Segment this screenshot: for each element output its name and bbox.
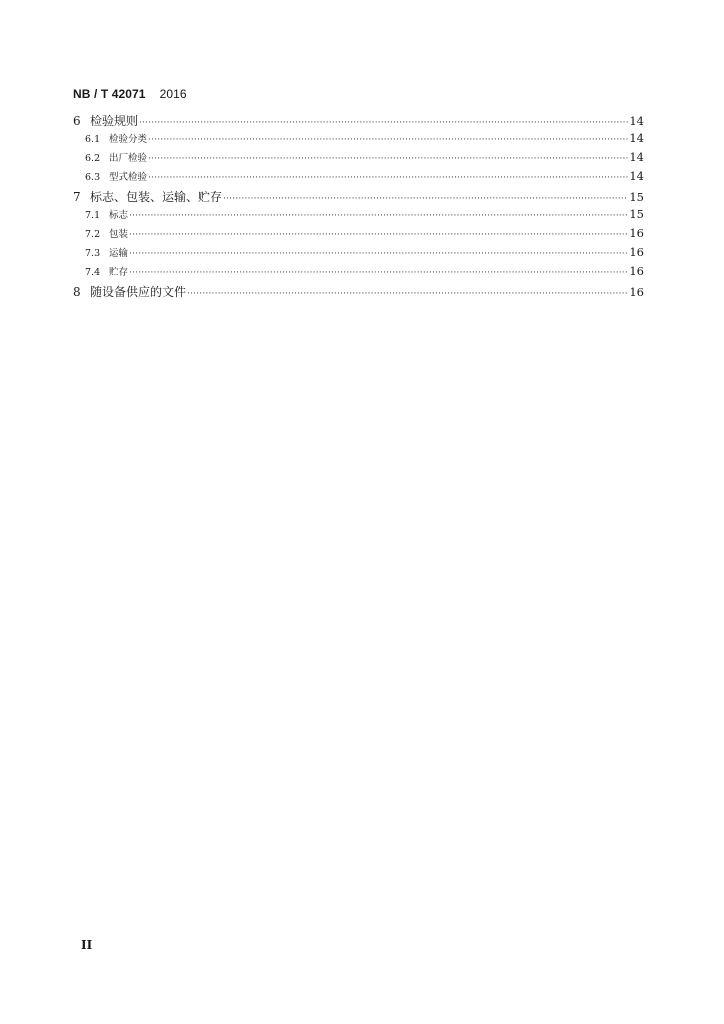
page-number: II — [81, 938, 93, 952]
table-of-contents — [73, 112, 644, 302]
toc-entry-page: 14 — [629, 150, 644, 164]
toc-entry-title: 标志 — [109, 210, 129, 221]
toc-entry-page: 16 — [629, 245, 644, 259]
toc-entry[interactable] — [73, 112, 644, 131]
toc-entry-page: 14 — [629, 169, 644, 183]
toc-entry-page: 16 — [629, 264, 644, 278]
toc-entry-page: 16 — [629, 226, 644, 240]
toc-dot-leader — [139, 118, 628, 128]
toc-entry[interactable] — [73, 150, 644, 169]
toc-entry-number: 6 — [73, 114, 81, 128]
toc-entry-page: 14 — [629, 131, 644, 145]
toc-entry-title: 标志、包装、运输、贮存 — [90, 190, 223, 204]
toc-entry[interactable] — [73, 245, 644, 264]
toc-entry-page: 14 — [629, 114, 644, 128]
toc-entry-number: 7 — [73, 190, 81, 204]
toc-entry-number: 7.3 — [85, 248, 101, 259]
toc-entry-number: 7.1 — [85, 210, 101, 221]
toc-entry-title: 型式检验 — [109, 172, 148, 183]
toc-dot-leader — [129, 249, 628, 259]
standard-year: 2016 — [159, 87, 187, 101]
toc-entry-number: 6.1 — [85, 134, 101, 145]
toc-dot-leader — [148, 135, 628, 145]
toc-entry-title: 随设备供应的文件 — [90, 285, 187, 299]
toc-entry-title: 包装 — [109, 229, 129, 240]
toc-entry-title: 贮存 — [109, 267, 129, 278]
toc-entry-title: 检验分类 — [109, 134, 148, 145]
toc-dot-leader — [129, 268, 628, 278]
toc-dot-leader — [129, 211, 628, 221]
toc-entry[interactable] — [73, 226, 644, 245]
toc-entry[interactable] — [73, 188, 644, 207]
toc-entry-number: 6.2 — [85, 153, 101, 164]
toc-entry-number: 7.4 — [85, 267, 101, 278]
toc-dot-leader — [148, 154, 628, 164]
toc-entry-number: 6.3 — [85, 172, 101, 183]
toc-entry-number: 8 — [73, 285, 81, 299]
toc-entry-title: 运输 — [109, 248, 129, 259]
toc-entry-page: 15 — [629, 207, 644, 221]
toc-entry-page: 15 — [629, 190, 644, 204]
toc-dot-leader — [148, 173, 628, 183]
toc-entry-title: 检验规则 — [90, 114, 139, 128]
toc-entry-page: 16 — [629, 285, 644, 299]
toc-dot-leader — [223, 194, 628, 204]
toc-entry[interactable] — [73, 169, 644, 188]
toc-dot-leader — [129, 230, 628, 240]
toc-entry[interactable] — [73, 283, 644, 302]
toc-entry-number: 7.2 — [85, 229, 101, 240]
toc-entry[interactable] — [73, 131, 644, 150]
document-header — [73, 87, 187, 101]
toc-dot-leader — [187, 289, 628, 299]
toc-entry[interactable] — [73, 207, 644, 226]
toc-entry-title: 出厂检验 — [109, 153, 148, 164]
toc-entry[interactable] — [73, 264, 644, 283]
standard-code: NB / T 42071 — [73, 87, 146, 101]
